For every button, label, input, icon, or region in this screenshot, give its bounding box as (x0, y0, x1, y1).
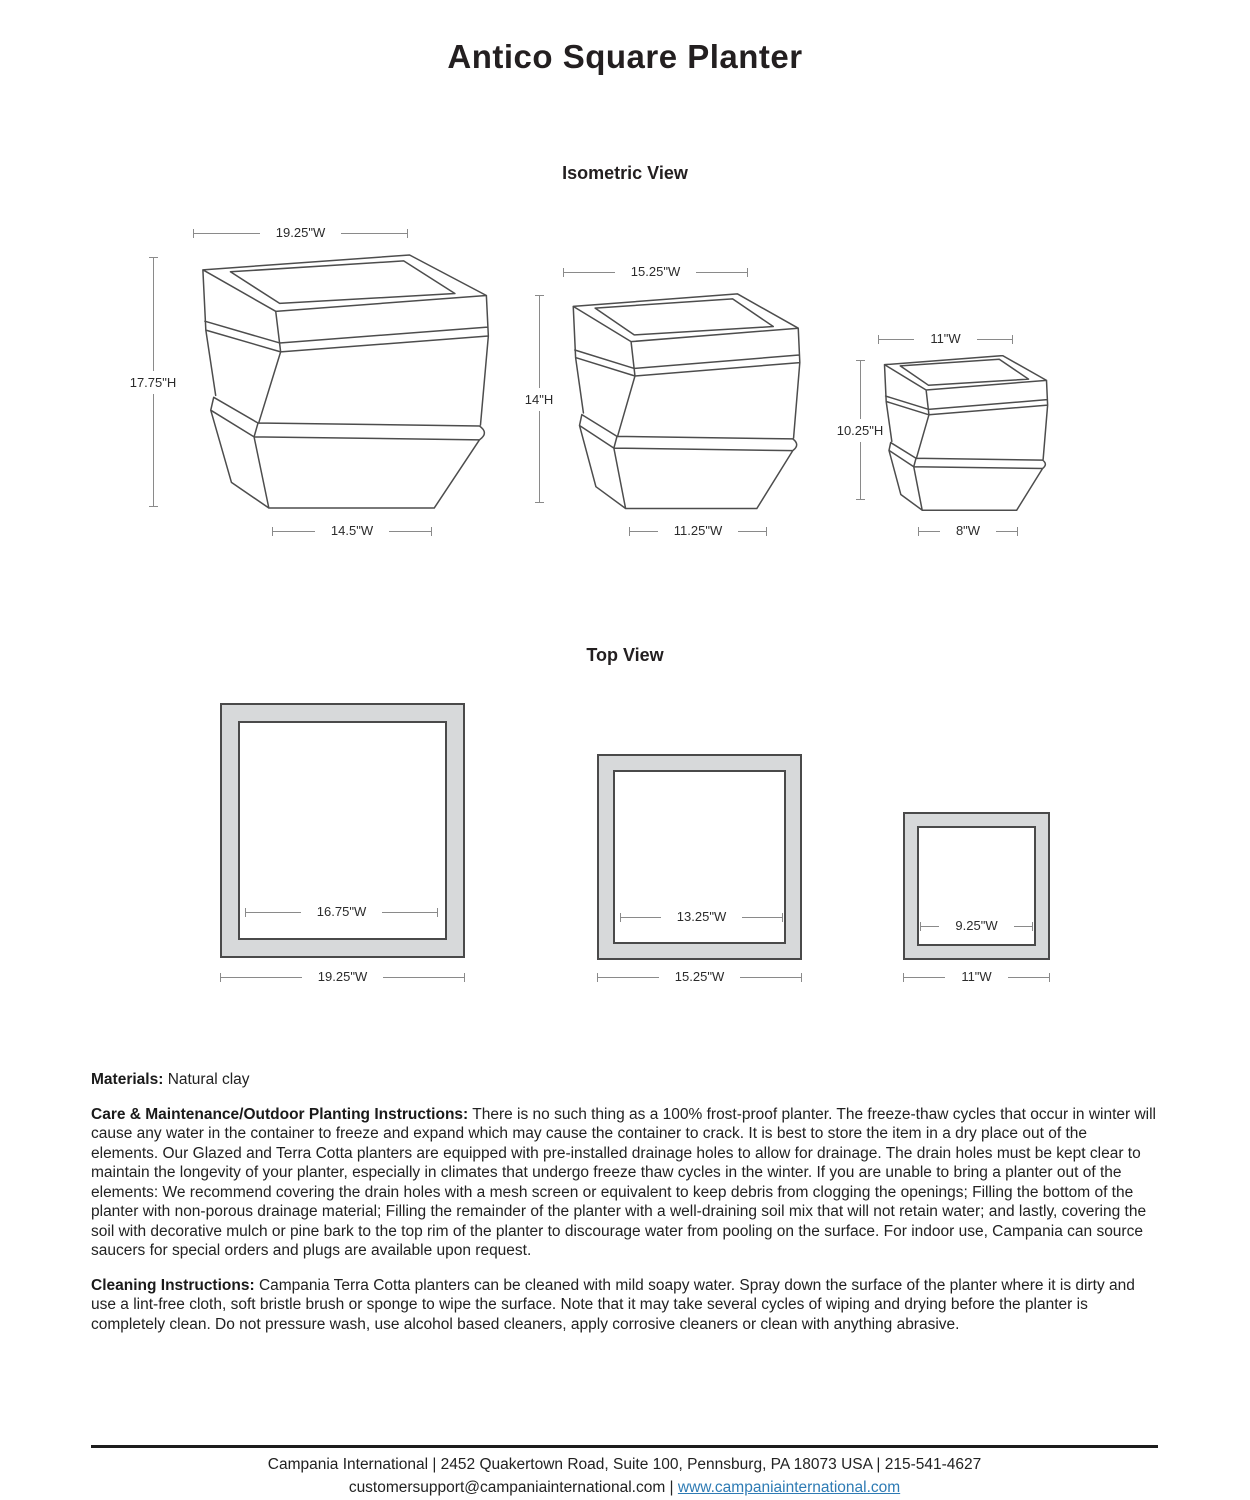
dim-label: 9.25"W (955, 918, 998, 933)
footer-separator: | (669, 1479, 674, 1496)
dim-tick (535, 502, 544, 503)
cleaning-label: Cleaning Instructions: (91, 1276, 255, 1294)
cleaning-paragraph (91, 1276, 1158, 1335)
dim-tick (1012, 335, 1013, 344)
dim-line (341, 233, 407, 234)
dim-label: 11"W (961, 969, 992, 984)
top-view-large-inner-width-dim (245, 905, 438, 919)
dim-line (879, 339, 914, 340)
dim-tick (407, 229, 408, 238)
cleaning-text: Campania Terra Cotta planters can be cleaned with mild soapy water. Spray down the surface of the planter where it is dirty and use a lint-free cloth, soft bristle brush or sponge to wipe the surface. Note that it may take several cycles of wiping and drying before the planter is completely clean. Do not pressure wash, use alcohol based cleaners, apply corrosive cleaners or clean with anything abrasive. (91, 1276, 1135, 1333)
dim-line (996, 531, 1017, 532)
dim-tick (747, 268, 748, 277)
dim-line (860, 442, 861, 500)
dim-label: 15.25"W (674, 969, 725, 984)
dim-label: 14.5"W (330, 523, 374, 538)
dim-tick (1032, 922, 1033, 931)
dim-line (383, 977, 464, 978)
dim-line (153, 258, 154, 371)
isometric-view-heading: Isometric View (562, 163, 688, 183)
dim-line (273, 531, 315, 532)
dim-line (564, 272, 615, 273)
planter-small-top-width-dim (878, 332, 1013, 346)
care-label: Care & Maintenance/Outdoor Planting Instructions: (91, 1105, 469, 1123)
dim-label: 19.25"W (317, 969, 368, 984)
footer-website-link[interactable]: www.campaniainternational.com (677, 1479, 901, 1496)
materials-label: Materials: (91, 1071, 164, 1088)
dim-label: 17.75"H (129, 374, 177, 390)
top-view-small-outer-width-dim (903, 970, 1050, 984)
dim-line (742, 917, 782, 918)
details-text-block (91, 1070, 1158, 1349)
dim-line (738, 531, 766, 532)
top-view-small-inner-width-dim (920, 919, 1033, 933)
dim-label: 10.25"H (836, 422, 884, 438)
dim-label: 14"H (524, 391, 554, 407)
dim-tick (1049, 973, 1050, 982)
page-title: Antico Square Planter (447, 38, 803, 75)
dim-label: 16.75"W (316, 904, 367, 919)
dim-tick (801, 973, 802, 982)
planter-medium-isometric-drawing (567, 293, 817, 511)
dim-label: 11"W (930, 331, 961, 346)
dim-tick (766, 527, 767, 536)
dim-line (740, 977, 801, 978)
planter-large-top-width-dim (193, 226, 408, 240)
dim-line (919, 531, 940, 532)
dim-label: 13.25"W (676, 909, 727, 924)
planter-small-isometric-drawing (880, 355, 1060, 512)
dim-line (539, 411, 540, 503)
dim-line (598, 977, 659, 978)
top-view-medium-outer-width-dim (597, 970, 802, 984)
planter-medium-top-width-dim (563, 265, 748, 279)
dim-line (977, 339, 1012, 340)
dim-line (621, 917, 661, 918)
top-view-large-square (220, 703, 465, 958)
top-view-small-square (903, 812, 1050, 960)
dim-label: 19.25"W (275, 225, 326, 240)
dim-tick (856, 499, 865, 500)
dim-line (860, 361, 861, 419)
dim-line (696, 272, 747, 273)
planter-large-bottom-width-dim (272, 524, 432, 538)
dim-tick (464, 973, 465, 982)
planter-large-height-dim (108, 257, 198, 507)
dim-tick (782, 913, 783, 922)
dim-line (246, 912, 301, 913)
dim-label: 11.25"W (673, 523, 723, 538)
footer-contact-line (91, 1478, 1158, 1498)
dim-line (221, 977, 302, 978)
dim-label: 8"W (955, 523, 981, 538)
dim-line (921, 926, 939, 927)
dim-tick (437, 908, 438, 917)
dim-line (382, 912, 437, 913)
materials-value: Natural clay (167, 1071, 250, 1088)
dim-tick (431, 527, 432, 536)
dim-line (904, 977, 945, 978)
planter-large-isometric-drawing (195, 254, 510, 511)
footer-email: customersupport@campaniainternational.com (348, 1479, 666, 1496)
materials-line (91, 1070, 1158, 1090)
footer-address-line: Campania International | 2452 Quakertown Road, Suite 100, Pennsburg, PA 18073 USA | 215-541-4627 (267, 1456, 982, 1473)
planter-medium-bottom-width-dim (629, 524, 767, 538)
dim-label: 15.25"W (630, 264, 681, 279)
care-paragraph (91, 1105, 1158, 1261)
dim-line (153, 394, 154, 507)
footer-rule (91, 1445, 1158, 1448)
dim-line (630, 531, 658, 532)
top-view-medium-inner-width-dim (620, 910, 783, 924)
top-view-large-outer-width-dim (220, 970, 465, 984)
dim-line (539, 296, 540, 388)
dim-line (194, 233, 260, 234)
dim-line (1014, 926, 1032, 927)
dim-line (389, 531, 431, 532)
top-view-heading: Top View (586, 645, 664, 665)
dim-tick (1017, 527, 1018, 536)
care-text: There is no such thing as a 100% frost-proof planter. The freeze-thaw cycles that occur in winter will cause any water in the container to freeze and expand which may cause the container to crack. It is best to store the item in a dry place out of the elements. Our Glazed and Terra Cotta planters are equipped with pre-installed drainage holes to allow for drainage. The drain holes must be kept clear to maintain the longevity of your planter, especially in climates that undergo freeze thaw cycles in the winter. If you are unable to bring a planter out of the elements: We recommend covering the drain holes with a mesh screen or equivalent to keep debris from clogging the openings; Filling the bottom of the planter with non-porous drainage material; Filling the remainder of the planter with a well-draining soil mix that will not retain water; and lastly, covering the soil with decorative mulch or pine bark to the top rim of the planter to discourage water from pooling on the surface. For indoor use, Campania can source saucers for special orders and plugs are available upon request. (91, 1105, 1156, 1259)
planter-small-bottom-width-dim (918, 524, 1018, 538)
dim-line (1008, 977, 1049, 978)
dim-tick (149, 506, 158, 507)
top-view-medium-square (597, 754, 802, 960)
